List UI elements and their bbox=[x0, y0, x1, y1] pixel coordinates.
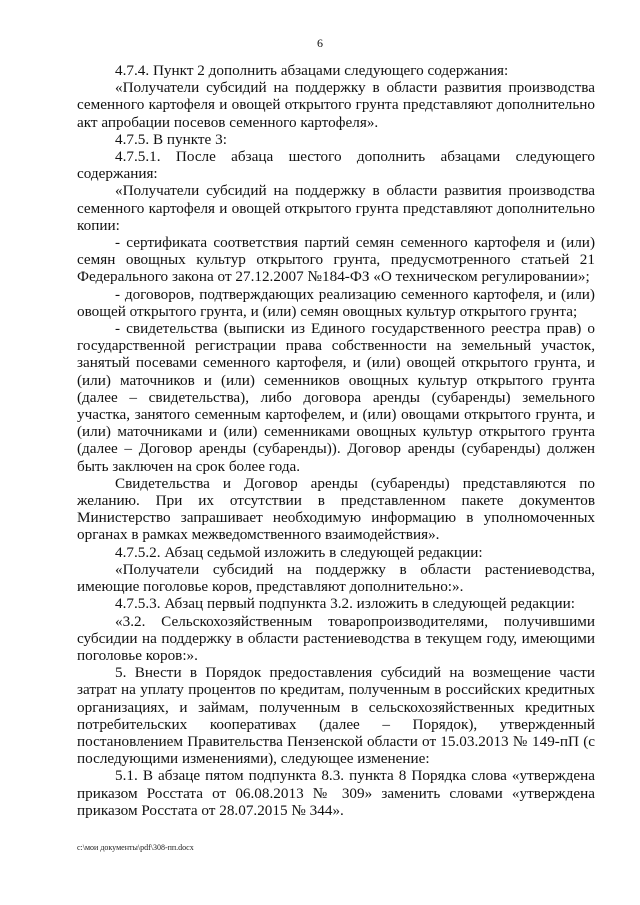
paragraph-certificates-optional: Свидетельства и Договор аренды (субаренды) представляются по желанию. При их отсутствии в представленном пакете документов Министерство запрашивает необходимую информацию в уполномоченных органах в рамках межведомственного взаимодействия». bbox=[77, 474, 595, 544]
footer-file-path: c:\мои документы\pdf\308-пп.docx bbox=[77, 843, 194, 852]
paragraph-quote-potato-approbation: «Получатели субсидий на поддержку в области развития производства семенного картофеля и овощей открытого грунта представляют дополнительно акт апробации посевов семенного картофеля». bbox=[77, 79, 595, 131]
paragraph-4-7-5: 4.7.5. В пункте 3: bbox=[115, 130, 227, 148]
document-body bbox=[77, 62, 595, 819]
paragraph-4-7-5-1: 4.7.5.1. После абзаца шестого дополнить абзацами следующего содержания: bbox=[77, 148, 595, 183]
paragraph-4-7-5-3: 4.7.5.3. Абзац первый подпункта 3.2. изложить в следующей редакции: bbox=[115, 595, 576, 613]
paragraph-5: 5. Внести в Порядок предоставления субсидий на возмещение части затрат на уплату процентов по кредитам, полученным в российских кредитных организациях, и займам, полученным в сельскохозяйственных кредитных потребительских кооперативах (далее – Порядок), утвержденный постановлением Правительства Пензенской области от 15.03.2013 № 149-пП (с последующими изменениями), следующее изменение: bbox=[77, 664, 595, 768]
list-item-ownership-certificate: - свидетельства (выписки из Единого государственного реестра прав) о государственной регистрации права собственности на земельный участок, занятый посевами семенного картофеля, и (или) овощей открытого грунта, и (или) маточников и (или) семенников овощных культур открытого грунта (далее – свидетельства), либо договора аренды (субаренды) земельного участка, занятого семенным картофелем, и (или) овощами открытого грунта, и (или) маточниками и (или) семенниками овощных культур открытого грунта (далее – Договор аренды (субаренды)). Договор аренды (субаренды) должен быть заключен на срок более года. bbox=[77, 320, 595, 475]
paragraph-5-1: 5.1. В абзаце пятом подпункта 8.3. пункта 8 Порядка слова «утверждена приказом Росстата от 06.08.2013 № 309» заменить словами «утверждена приказом Росстата от 28.07.2015 № 344». bbox=[77, 767, 595, 819]
paragraph-quote-3-2: «3.2. Сельскохозяйственным товаропроизводителями, получившими субсидии на поддержку в области растениеводства в текущем году, имеющими поголовье коров:». bbox=[77, 612, 595, 664]
page-number: 6 bbox=[317, 36, 323, 50]
list-item-certificate: - сертификата соответствия партий семян семенного картофеля и (или) семян овощных культур открытого грунта, предусмотренного статьей 21 Федерального закона от 27.12.2007 №184-ФЗ «О техническом регулировании»; bbox=[77, 234, 595, 286]
paragraph-quote-copies: «Получатели субсидий на поддержку в области развития производства семенного картофеля и овощей открытого грунта представляют дополнительно копии: bbox=[77, 182, 595, 234]
paragraph-4-7-5-2: 4.7.5.2. Абзац седьмой изложить в следующей редакции: bbox=[115, 543, 483, 561]
list-item-contracts: - договоров, подтверждающих реализацию семенного картофеля, и (или) овощей открытого грунта, и (или) семян овощных культур открытого грунта; bbox=[77, 285, 595, 320]
paragraph-quote-cows: «Получатели субсидий на поддержку в области растениеводства, имеющие поголовье коров, представляют дополнительно:». bbox=[77, 560, 595, 596]
paragraph-4-7-4: 4.7.4. Пункт 2 дополнить абзацами следующего содержания: bbox=[115, 62, 509, 79]
